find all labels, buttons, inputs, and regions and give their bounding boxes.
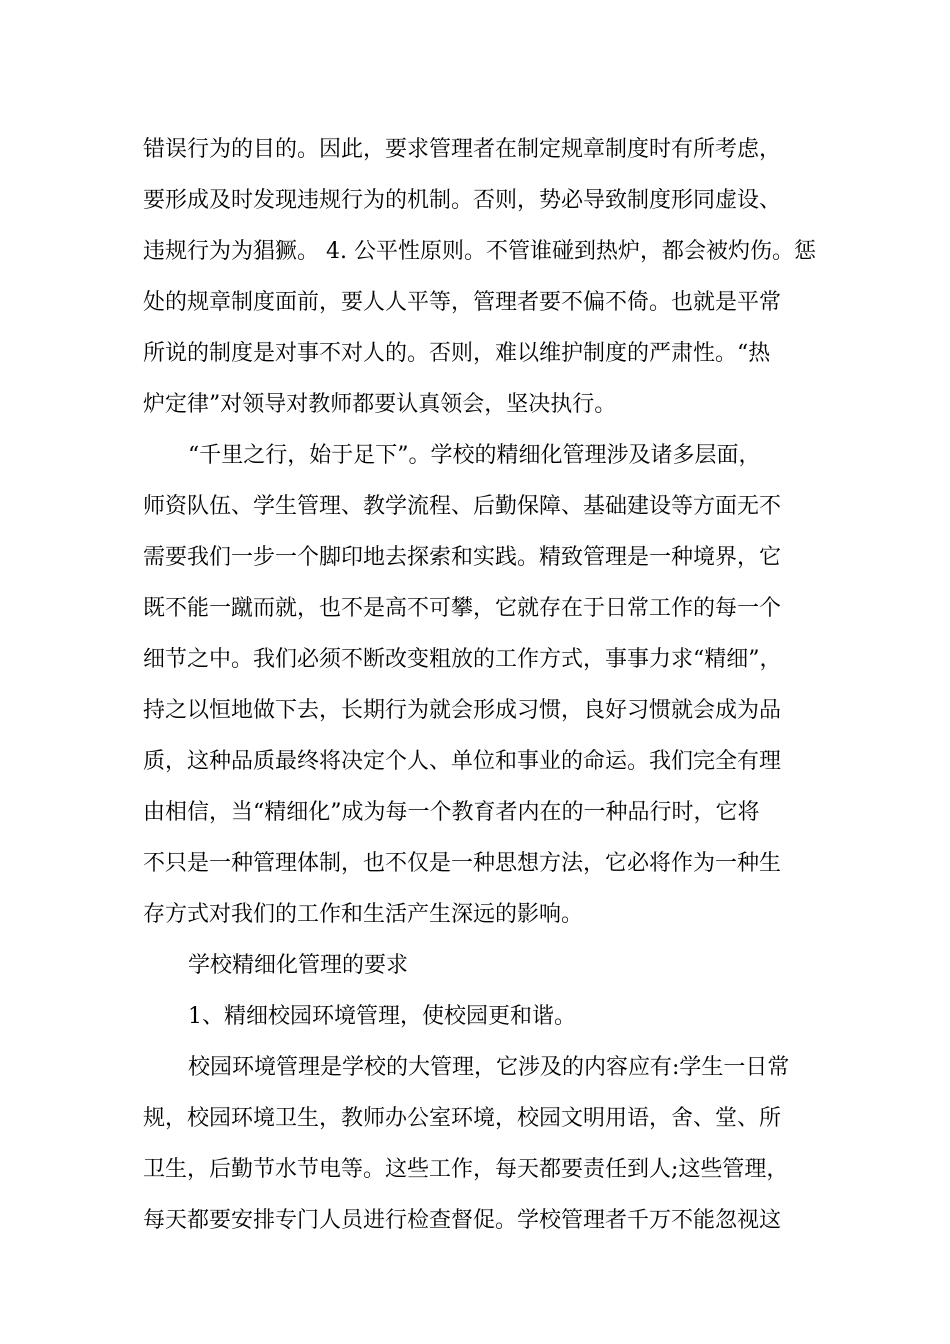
paragraph-start-line	[0, 1048, 950, 1088]
text-line-content: 细节之中。我们必须不断改变粗放的工作方式，事事力求“精细”，	[143, 647, 782, 672]
text-line-content: 规，校园环境卫生，教师办公室环境，校园文明用语，舍、堂、所	[143, 1106, 782, 1131]
text-line-content: 炉定律”对领导对教师都要认真领会，坚决执行。	[143, 392, 617, 417]
section-heading	[0, 946, 950, 986]
text-line-content: 卫生，后勤节水节电等。这些工作，每天都要责任到人;这些管理，	[143, 1157, 789, 1182]
text-line-content: 需要我们一步一个脚印地去探索和实践。精致管理是一种境界，它	[143, 545, 782, 570]
text-line	[0, 1099, 950, 1139]
text-line-content: 所说的制度是对事不对人的。否则，难以维护制度的严肃性。“热	[143, 341, 771, 366]
text-line-content: 师资队伍、学生管理、教学流程、后勤保障、基础建设等方面无不	[143, 494, 782, 519]
text-line-content: 质，这种品质最终将决定个人、单位和事业的命运。我们完全有理	[143, 749, 782, 774]
text-line-content: 持之以恒地做下去，长期行为就会形成习惯，良好习惯就会成为品	[143, 698, 782, 723]
section-heading-text: 学校精细化管理的要求	[188, 953, 409, 978]
text-line	[0, 844, 950, 884]
text-line-content: “千里之行，始于足下”。学校的精细化管理涉及诸多层面，	[188, 443, 761, 468]
text-line-content: 既不能一蹴而就，也不是高不可攀，它就存在于日常工作的每一个	[143, 596, 782, 621]
text-line	[0, 589, 950, 629]
text-line	[0, 538, 950, 578]
text-line-content: 每天都要安排专门人员进行检查督促。学校管理者千万不能忽视这	[143, 1208, 782, 1233]
text-line	[0, 385, 950, 425]
text-line	[0, 232, 950, 272]
text-line	[0, 895, 950, 935]
text-line-content: 要形成及时发现违规行为的机制。否则，势必导致制度形同虚设、	[143, 188, 782, 213]
text-line	[0, 1150, 950, 1190]
text-line-content: 错误行为的目的。因此，要求管理者在制定规章制度时有所考虑，	[143, 137, 782, 162]
text-line	[0, 130, 950, 170]
text-line	[0, 487, 950, 527]
text-line-content: 存方式对我们的工作和生活产生深远的影响。	[143, 902, 584, 927]
text-line	[0, 691, 950, 731]
text-line-content: 不只是一种管理体制，也不仅是一种思想方法，它必将作为一种生	[143, 851, 782, 876]
text-line	[0, 181, 950, 221]
text-line-content: 校园环境管理是学校的大管理，它涉及的内容应有:学生一日常	[188, 1055, 790, 1080]
text-line-content: 由相信，当“精细化”成为每一个教育者内在的一种品行时，它将	[143, 800, 760, 825]
text-line	[0, 334, 950, 374]
subsection-heading-text: 1、精细校园环境管理，使校园更和谐。	[188, 1004, 576, 1029]
text-line	[0, 742, 950, 782]
text-line	[0, 1201, 950, 1241]
text-line	[0, 640, 950, 680]
text-line-content: 处的规章制度面前，要人人平等，管理者要不偏不倚。也就是平常	[143, 290, 782, 315]
subsection-heading	[0, 997, 950, 1037]
text-line	[0, 283, 950, 323]
paragraph-start-line	[0, 436, 950, 476]
text-line	[0, 793, 950, 833]
text-line-content: 违规行为为猖獗。 4. 公平性原则。不管谁碰到热炉，都会被灼伤。惩	[143, 239, 816, 264]
